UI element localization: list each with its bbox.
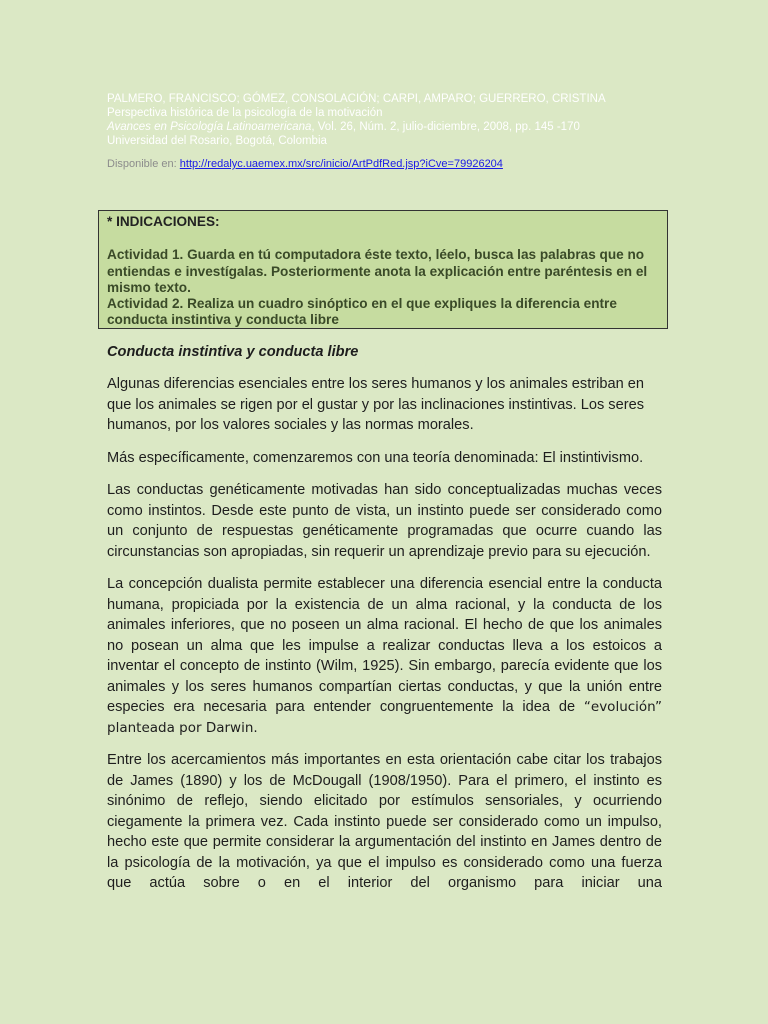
activity-2: Actividad 2. Realiza un cuadro sinóptico en el que expliques la diferencia entre conducta instintiva y conducta libre <box>107 296 617 328</box>
availability-line <box>107 158 503 170</box>
source-link[interactable]: http://redalyc.uaemex.mx/src/inicio/ArtPdfRed.jsp?iCve=79926204 <box>179 158 503 170</box>
paragraph-2: Más específicamente, comenzaremos con una teoría denominada: El instintivismo. <box>107 449 644 466</box>
activity-1: Actividad 1. Guarda en tú computadora éste texto, léelo, busca las palabras que no entiendas e investígalas. Posteriormente anota la explicación entre paréntesis en el mismo texto. <box>107 247 648 295</box>
available-label: Disponible en: <box>107 158 180 170</box>
paragraph-5: Entre los acercamientos más importantes en esta orientación cabe citar los trabajos de James (1890) y los de McDougall (1908/1950). Para el primero, el instinto es sinónimo de reflejo, siendo elicitado por estímulos sensoriales, y ocurriendo ciegamente la primera vez. Cada instinto puede ser considerado como un impulso, hecho este que permite considerar la argumentación del instinto en James dentro de la psicología de la motivación, ya que el impulso es considerado como una fuerza que actúa sobre o en el interior del organismo para iniciar una <box>107 752 662 891</box>
paragraph-4 <box>107 574 662 738</box>
article-title: Conducta instintiva y conducta libre <box>107 344 359 360</box>
citation-article-title: Perspectiva histórica de la psicología de la motivación <box>107 107 383 119</box>
paragraph-4-tail: “evolución” planteada por Darwin. <box>107 699 662 736</box>
citation-journal-name: Avances en Psicología Latinoamericana <box>107 121 312 133</box>
citation-authors: PALMERO, FRANCISCO; GÓMEZ, CONSOLACIÓN; CARPI, AMPARO; GUERRERO, CRISTINA <box>107 93 606 105</box>
paragraph-1: Algunas diferencias esenciales entre los seres humanos y los animales estriban en que los animales se rigen por el gustar y por las inclinaciones instintivas. Los seres humanos, por los valores sociales y las normas morales. <box>107 376 645 433</box>
citation-journal <box>107 120 707 134</box>
citation-header <box>107 92 707 148</box>
instructions-box <box>98 210 668 329</box>
paragraph-3: Las conductas genéticamente motivadas han sido conceptualizadas muchas veces como instintos. Desde este punto de vista, un instinto puede ser considerado como un conjunto de respuestas genéticamente programadas que ocurre cuando las circunstancias son apropiadas, sin requerir un aprendizaje previo para su ejecución. <box>107 482 662 560</box>
article-body <box>107 342 662 906</box>
citation-institution: Universidad del Rosario, Bogotá, Colombia <box>107 135 327 147</box>
instructions-heading: * INDICACIONES: <box>107 214 220 229</box>
paragraph-4-main: La concepción dualista permite establecer una diferencia esencial entre la conducta humana, propiciada por la existencia de un alma racional, y la conducta de los animales inferiores, que no poseen un alma racional. El hecho de que los animales no posean un alma que les impulse a realizar conductas lleva a los estoicos a inventar el concepto de instinto (Wilm, 1925). Sin embargo, parecía evidente que los animales y los seres humanos compartían ciertas conductas, y que la unión entre especies era necesaria para entender congruentemente la idea de <box>107 576 662 715</box>
citation-journal-details: , Vol. 26, Núm. 2, julio-diciembre, 2008, pp. 145 -170 <box>311 121 580 133</box>
